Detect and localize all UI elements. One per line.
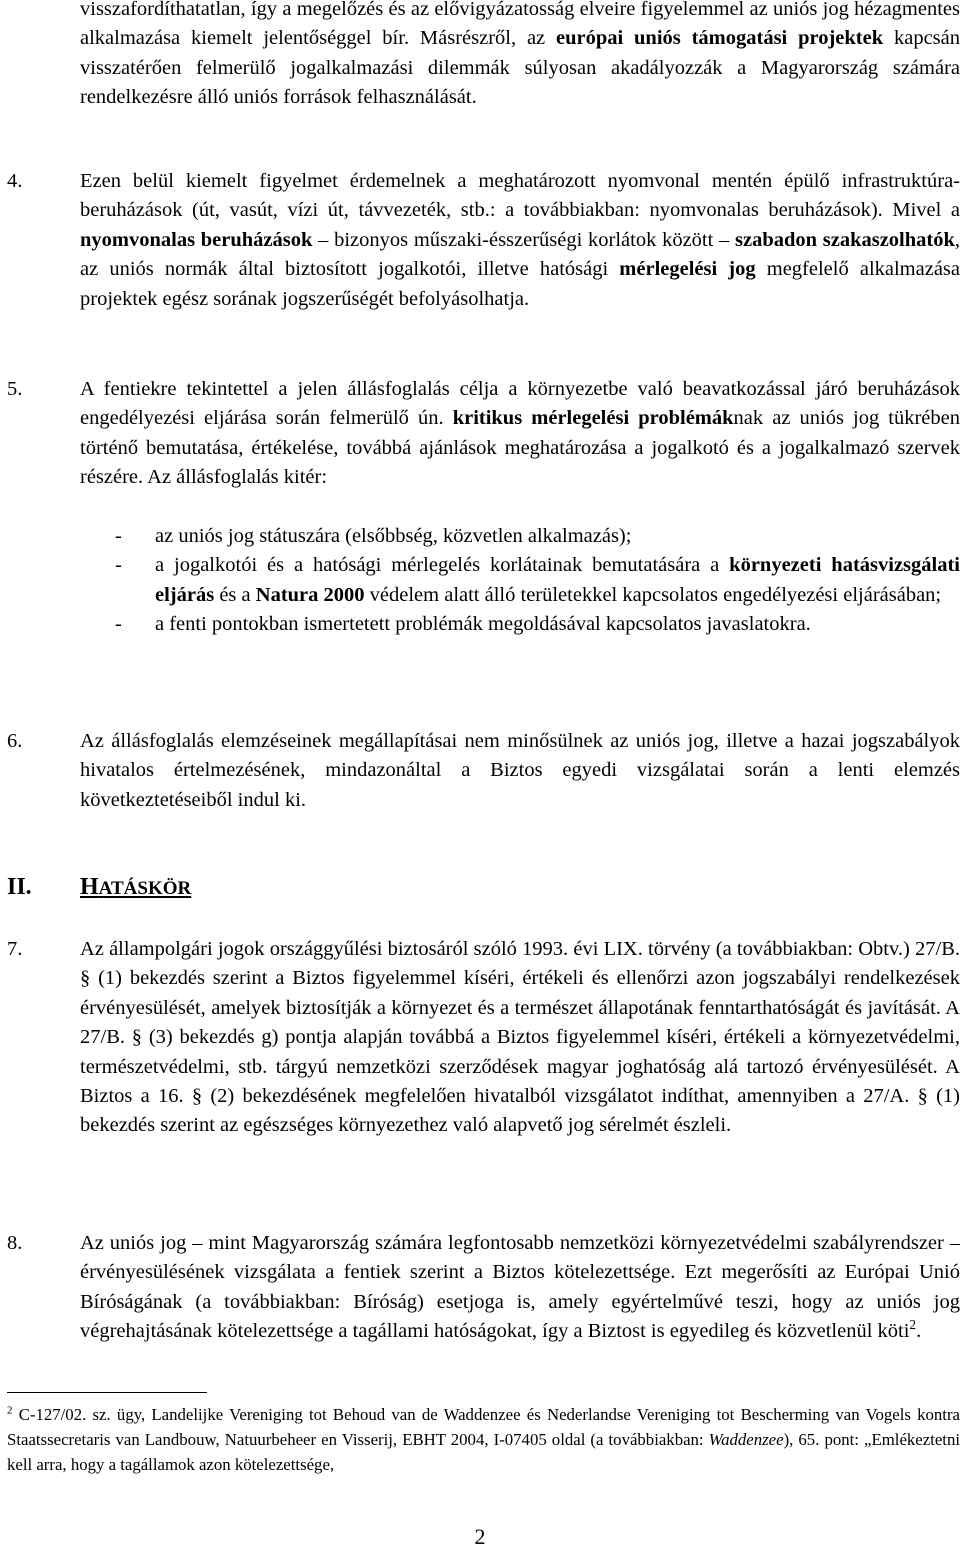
text-run: C-127/02. sz. ügy, Landelijke Vereniging tot Behoud van de Waddenzee és Nederlandse Vereniging tot Bescherming van Vogels kontra Staatssecretaris van Landbouw, Natuurbeheer en Visserij, EBHT 2004, I-07405 oldal (a továbbiakban: [7,1405,960,1449]
bold-run: Natura 2000 [255,583,365,606]
section-heading [7,871,191,905]
text-run: a fenti pontokban ismertetett problémák megoldásával kapcsolatos javaslatokra. [155,613,811,636]
page-number: 2 [474,1524,486,1549]
italic-run: Waddenzee [708,1430,784,1449]
text-run: Ezen belül kiemelt figyelmet érdemelnek a meghatározott nyomvonal mentén épülő infrastruktúra-beruházások (út, vasút, vízi út, távvezeték, stb.: a továbbiakban: nyomvonalas beruházások). Mivel a [80,170,960,222]
paragraph-6 [80,727,960,815]
text-run: , az uniós normák által biztosított jogalkotói, illetve hatósági [80,228,960,281]
footnote [7,1402,960,1477]
paragraph-number-5: 5. [7,378,23,400]
paragraph-5 [80,375,960,493]
paragraph-4 [80,167,960,314]
list-dash: - [115,613,122,636]
paragraph-number-8: 8. [7,1232,23,1254]
paragraph-number-4: 4. [7,170,23,192]
paragraph-5-list [80,522,960,640]
bold-run: szabadon szakaszolhatók [735,228,955,251]
list-item [80,522,960,551]
list-item [80,551,960,610]
section-title-rest: ATÁSKÖR [98,878,192,899]
bold-run: európai uniós támogatási projektek [556,27,884,50]
text-run: . [916,1320,922,1343]
text-run: A fentiekre tekintettel a jelen állásfoglalás célja a környezetbe való beavatkozással járó beruházások engedélyezési eljárása során felmerülő ún. [80,378,960,430]
section-title-initial: H [80,874,99,900]
text-run: és a [214,583,256,606]
bold-run: mérlegelési jog [619,258,756,281]
text-run: Az állásfoglalás elemzéseinek megállapításai nem minősülnek az uniós jog, illetve a hazai jogszabályok hivatalos értelmezésének, mindazonáltal a Biztos egyedi vizsgálatai során a lenti elemzés következtetéseiből indul ki. [80,730,960,811]
text-run: kapcsán visszatérően felmerülő jogalkalmazási dilemmák súlyosan akadályozzák a Magyarország számára rendelkezésre álló uniós források felhasználását. [80,27,960,109]
bold-run: nyomvonalas beruházások [80,228,313,251]
bold-run: környezeti hatásvizsgálati eljárás [155,554,960,606]
text-run: megfelelő alkalmazása projektek egész sorának jogszerűségét befolyásolhatja. [80,258,960,310]
list-dash: - [115,525,122,547]
text-run: az uniós jog státuszára (elsőbbség, közvetlen alkalmazás); [155,525,632,547]
bold-run: kritikus mérlegelési problémák [452,407,734,430]
paragraph-number-6: 6. [7,730,23,752]
footnote-reference[interactable]: 2 [909,1317,917,1333]
text-run: Az állampolgári jogok országgyűlési biztosáról szóló 1993. évi LIX. törvény (a továbbiakban: Obtv.) 27/B. § (1) bekezdés szerint a Biztos figyelemmel kíséri, értékeli és ellenőrzi azon jogszabályi rendelkezések érvényesülését, amelyek biztosítják a környezet és a természet állapotának fenntarthatóságát és javítását. A 27/B. § (3) bekezdés g) pontja alapján továbbá a Biztos figyelemmel kíséri, értékeli a környezetvédelmi, természetvédelmi, stb. tárgyú nemzetközi szerződések magyar joghatóság alá tartozó érvényesülését. A Biztos a 16. § (2) bekezdésének megfelelően hivatalból vizsgálatot indíthat, amennyiben a 27/A. § (1) bekezdés szerint az egészséges környezethez való alapvető jog sérelmét észleli. [80,938,960,1137]
text-run: visszafordíthatatlan, így a megelőzés és az elővigyázatosság elveire figyelemmel az uniós jog hézagmentes alkalmazása kiemelt jelentőséggel bír. Másrészről, az [80,0,960,50]
list-dash: - [115,554,122,577]
paragraph-8 [80,1229,960,1347]
text-run: – bizonyos műszaki-ésszerűségi korlátok között – [312,228,735,251]
text-run: Az uniós jog – mint Magyarország számára legfontosabb nemzetközi környezetvédelmi szabályrendszer – érvényesülésének vizsgálata a fentiek szerint a Biztos kötelezettsége. Ezt megerősíti az Európai Unió Bíróságának (a továbbiakban: Bíróság) esetjoga is, amely egyértelművé teszi, hogy az uniós jog végrehajtásának kötelezettsége a tagállami hatóságokat, így a Biztost is egyedileg és közvetlenül köti [80,1232,960,1343]
footnote-mark: 2 [7,1404,13,1417]
section-title [80,874,191,900]
footnote-separator [7,1392,207,1393]
paragraph-number-7: 7. [7,938,23,960]
paragraph-7 [80,935,960,1141]
list-item [80,610,960,639]
text-run: nak az uniós jog tükrében történő bemutatása, értékelése, továbbá ajánlások meghatározása a jogalkotó és a jogalkalmazó szervek részére. Az állásfoglalás kitér: [80,407,960,489]
paragraph-intro [80,0,960,113]
text-run: védelem alatt álló területekkel kapcsolatos engedélyezési eljárásában; [364,583,942,606]
text-run: a jogalkotói és a hatósági mérlegelés korlátainak bemutatására a [155,554,730,577]
text-run: ), 65. pont: „Emlékeztetni kell arra, hogy a tagállamok azon kötelezettsége, [7,1430,960,1474]
section-roman-numeral: II. [7,874,32,900]
